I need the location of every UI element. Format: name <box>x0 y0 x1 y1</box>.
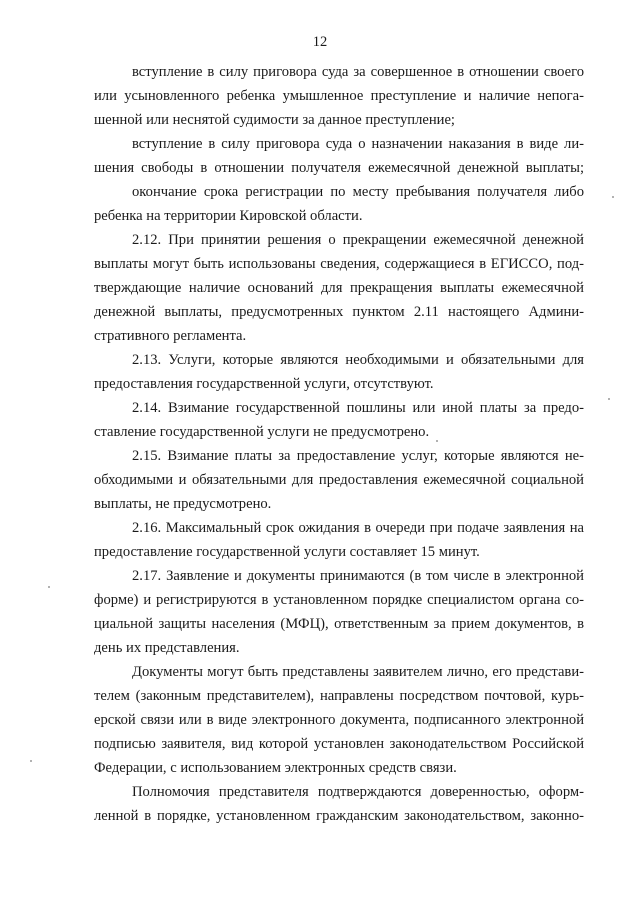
text-line: Полномочия представителя подтверждаются доверенностью, оформ- <box>132 784 584 800</box>
text-line: выплаты могут быть использованы сведения, содержащиеся в ЕГИССО, под- <box>94 256 584 272</box>
text-line: телем (законным представителем), направлены посредством почтовой, курь- <box>94 688 584 704</box>
text-line: предоставления государственной услуги, отсутствуют. <box>94 376 434 392</box>
text-line: или усыновленного ребенка умышленное преступление и наличие непога- <box>94 88 584 104</box>
text-line: 2.13. Услуги, которые являются необходимыми и обязательными для <box>132 352 584 368</box>
text-line: 2.15. Взимание платы за предоставление услуг, которые являются не- <box>132 448 584 464</box>
text-line: шенной или неснятой судимости за данное преступление; <box>94 112 455 128</box>
text-line: выплаты, не предусмотрено. <box>94 496 272 512</box>
text-line: ленной в порядке, установленном гражданским законодательством, законно- <box>94 808 584 824</box>
text-line: тверждающие наличие оснований для прекращения выплаты ежемесячной <box>94 280 584 296</box>
text-line: 2.16. Максимальный срок ожидания в очереди при подаче заявления на <box>132 520 584 536</box>
text-line: 2.12. При принятии решения о прекращении ежемесячной денежной <box>132 232 584 248</box>
text-line: 2.14. Взимание государственной пошлины или иной платы за предо- <box>132 400 584 416</box>
text-line: предоставление государственной услуги составляет 15 минут. <box>94 544 480 560</box>
text-line: 2.17. Заявление и документы принимаются (в том числе в электронной <box>132 568 584 584</box>
scan-speck <box>48 586 50 588</box>
scan-speck <box>30 760 32 762</box>
text-line: форме) и регистрируются в установленном порядке специалистом органа со- <box>94 592 584 608</box>
text-line: стративного регламента. <box>94 328 247 344</box>
text-line: Федерации, с использованием электронных средств связи. <box>94 760 457 776</box>
text-line: денежной выплаты, предусмотренных пунктом 2.11 настоящего Админи- <box>94 304 584 320</box>
text-line: вступление в силу приговора суда за совершенное в отношении своего <box>132 64 584 80</box>
scan-speck <box>608 398 610 400</box>
text-line: вступление в силу приговора суда о назначении наказания в виде ли- <box>132 136 584 152</box>
text-line: подписью заявителя, вид которой установлен законодательством Российской <box>94 736 584 752</box>
text-line: циальной защиты населения (МФЦ), ответственным за прием документов, в <box>94 616 584 632</box>
text-line: день их представления. <box>94 640 240 656</box>
text-line: ставление государственной услуги не предусмотрено. <box>94 424 430 440</box>
scan-speck <box>436 440 438 442</box>
text-line: окончание срока регистрации по месту пребывания получателя либо <box>132 184 584 200</box>
text-line: шения свободы в отношении получателя ежемесячной денежной выплаты; <box>94 160 584 176</box>
page-number: 12 <box>312 34 328 50</box>
text-line: обходимыми и обязательными для предоставления ежемесячной социальной <box>94 472 584 488</box>
page-body <box>94 60 584 828</box>
text-line: ерской связи или в виде электронного документа, подписанного электронной <box>94 712 584 728</box>
scan-speck <box>612 196 614 198</box>
text-line: ребенка на территории Кировской области. <box>94 208 363 224</box>
text-line: Документы могут быть представлены заявителем лично, его представи- <box>132 664 584 680</box>
